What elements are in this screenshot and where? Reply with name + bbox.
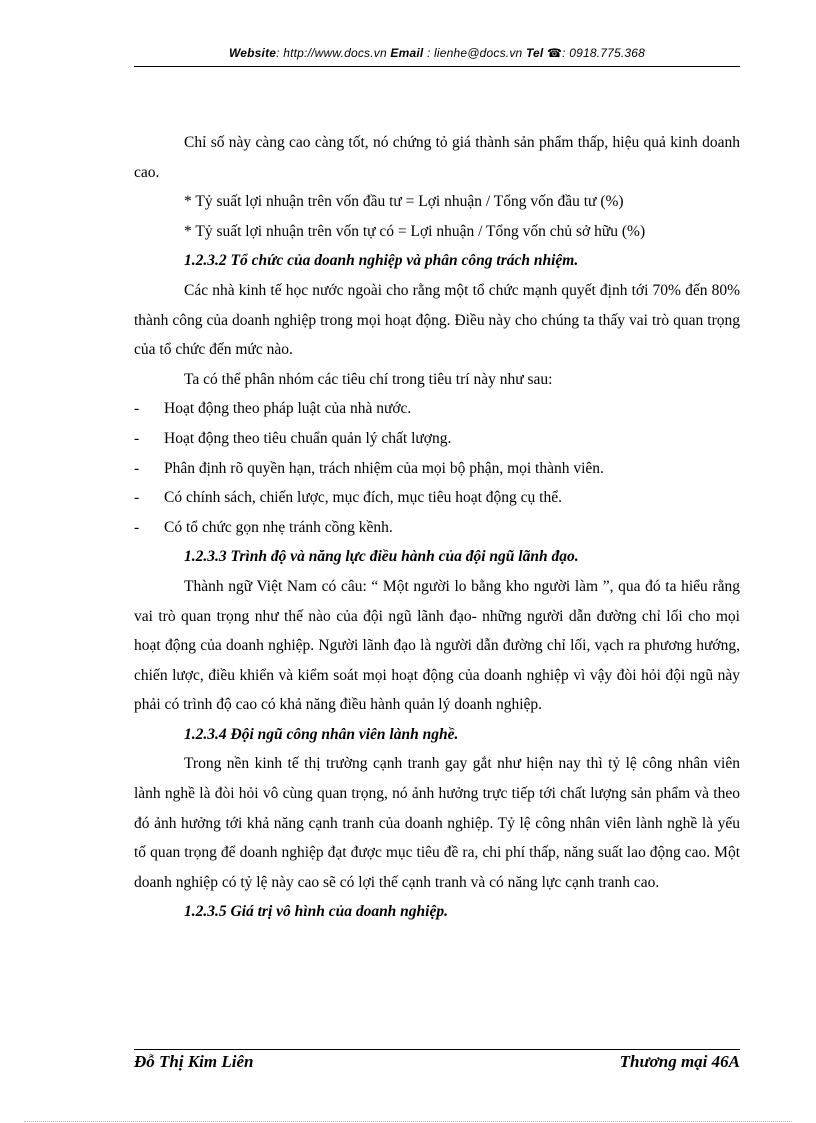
header-divider [134, 66, 740, 67]
website-value: : http://www.docs.vn [276, 46, 387, 60]
footer-author: Đỗ Thị Kim Liên [134, 1052, 254, 1071]
page-footer [134, 1052, 740, 1072]
paragraph: Thành ngữ Việt Nam có câu: “ Một người lo bằng kho người làm ”, qua đó ta hiểu rằng vai trò quan trọng như thế nào của đội ngũ lãnh đạo- những người dẫn đường chỉ lối cho mọi hoạt động của doanh nghiệp. Người lãnh đạo là người dẫn đường chỉ lối, vạch ra phương hướng, chiến lược, điều khiển và kiểm soát mọi hoạt động của doanh nghiệp vì vậy đòi hỏi đội ngũ này phải có trình độ cao có khả năng điều hành quản lý doanh nghiệp. [134, 577, 740, 714]
paragraph: Trong nền kinh tế thị trường cạnh tranh gay gắt như hiện nay thì tỷ lệ công nhân viên lành nghề là đòi hỏi vô cùng quan trọng, nó ảnh hưởng trực tiếp tới chất lượng sản phẩm và theo đó ảnh hưởng tới khả năng cạnh tranh của doanh nghiệp. Tỷ lệ công nhân viên lành nghề là yếu tố quan trọng để doanh nghiệp đạt được mục tiêu đề ra, chi phí thấp, năng suất lao động cao. Một doanh nghiệp có tỷ lệ này cao sẽ có lợi thế cạnh tranh và có năng lực cạnh tranh cao. [134, 755, 740, 891]
email-value: : lienhe@docs.vn [426, 46, 523, 60]
phone-icon: ☎ [547, 46, 563, 60]
list-item-text: Hoạt động theo pháp luật của nhà nước. [164, 400, 412, 418]
page-edge [24, 1121, 792, 1122]
paragraph: Chỉ số này càng cao càng tốt, nó chứng tỏ giá thành sản phẩm thấp, hiệu quả kinh doanh cao. [134, 134, 740, 181]
document-body [134, 128, 740, 927]
formula-line: * Tỷ suất lợi nhuận trên vốn đầu tư = Lợi nhuận / Tổng vốn đầu tư (%) [184, 193, 624, 211]
list-item-text: Có chính sách, chiến lược, mục đích, mục tiêu hoạt động cụ thể. [164, 489, 562, 507]
list-item-text: Có tổ chức gọn nhẹ tránh cồng kềnh. [164, 518, 393, 536]
footer-class: Thương mại 46A [619, 1052, 740, 1071]
list-item: - Phân định rõ quyền hạn, trách nhiệm của mọi bộ phận, mọi thành viên. [134, 454, 740, 484]
list-item: - Có chính sách, chiến lược, mục đích, mục tiêu hoạt động cụ thể. [134, 483, 740, 513]
section-heading: 1.2.3.2 Tổ chức của doanh nghiệp và phân công trách nhiệm. [184, 252, 579, 270]
footer-divider [134, 1049, 740, 1050]
section-heading: 1.2.3.3 Trình độ và năng lực điều hành của đội ngũ lãnh đạo. [184, 548, 579, 566]
list-item: - Hoạt động theo tiêu chuẩn quản lý chất lượng. [134, 424, 740, 454]
paragraph: Các nhà kinh tế học nước ngoài cho rằng một tổ chức mạnh quyết định tới 70% đến 80% thành công của doanh nghiệp trong mọi hoạt động. Điều này cho chúng ta thấy vai trò quan trọng của tổ chức đến mức nào. [134, 281, 740, 359]
tel-label: Tel [525, 46, 544, 60]
paragraph: Ta có thể phân nhóm các tiêu chí trong tiêu trí này như sau: [184, 370, 553, 388]
section-heading: 1.2.3.4 Đội ngũ công nhân viên lành nghề. [184, 725, 459, 743]
list-item: - Có tổ chức gọn nhẹ tránh cồng kềnh. [134, 513, 740, 543]
list-item-text: Phân định rõ quyền hạn, trách nhiệm của mọi bộ phận, mọi thành viên. [164, 459, 604, 477]
tel-value: : 0918.775.368 [562, 46, 646, 60]
website-label: Website [228, 46, 277, 60]
page-header [134, 46, 740, 60]
formula-line: * Tỷ suất lợi nhuận trên vốn tự có = Lợi nhuận / Tổng vốn chủ sở hữu (%) [184, 222, 646, 240]
section-heading: 1.2.3.5 Giá trị vô hình của doanh nghiệp. [184, 903, 448, 921]
email-label: Email [390, 46, 424, 60]
list-item: - Hoạt động theo pháp luật của nhà nước. [134, 394, 740, 424]
list-item-text: Hoạt động theo tiêu chuẩn quản lý chất lượng. [164, 429, 452, 447]
